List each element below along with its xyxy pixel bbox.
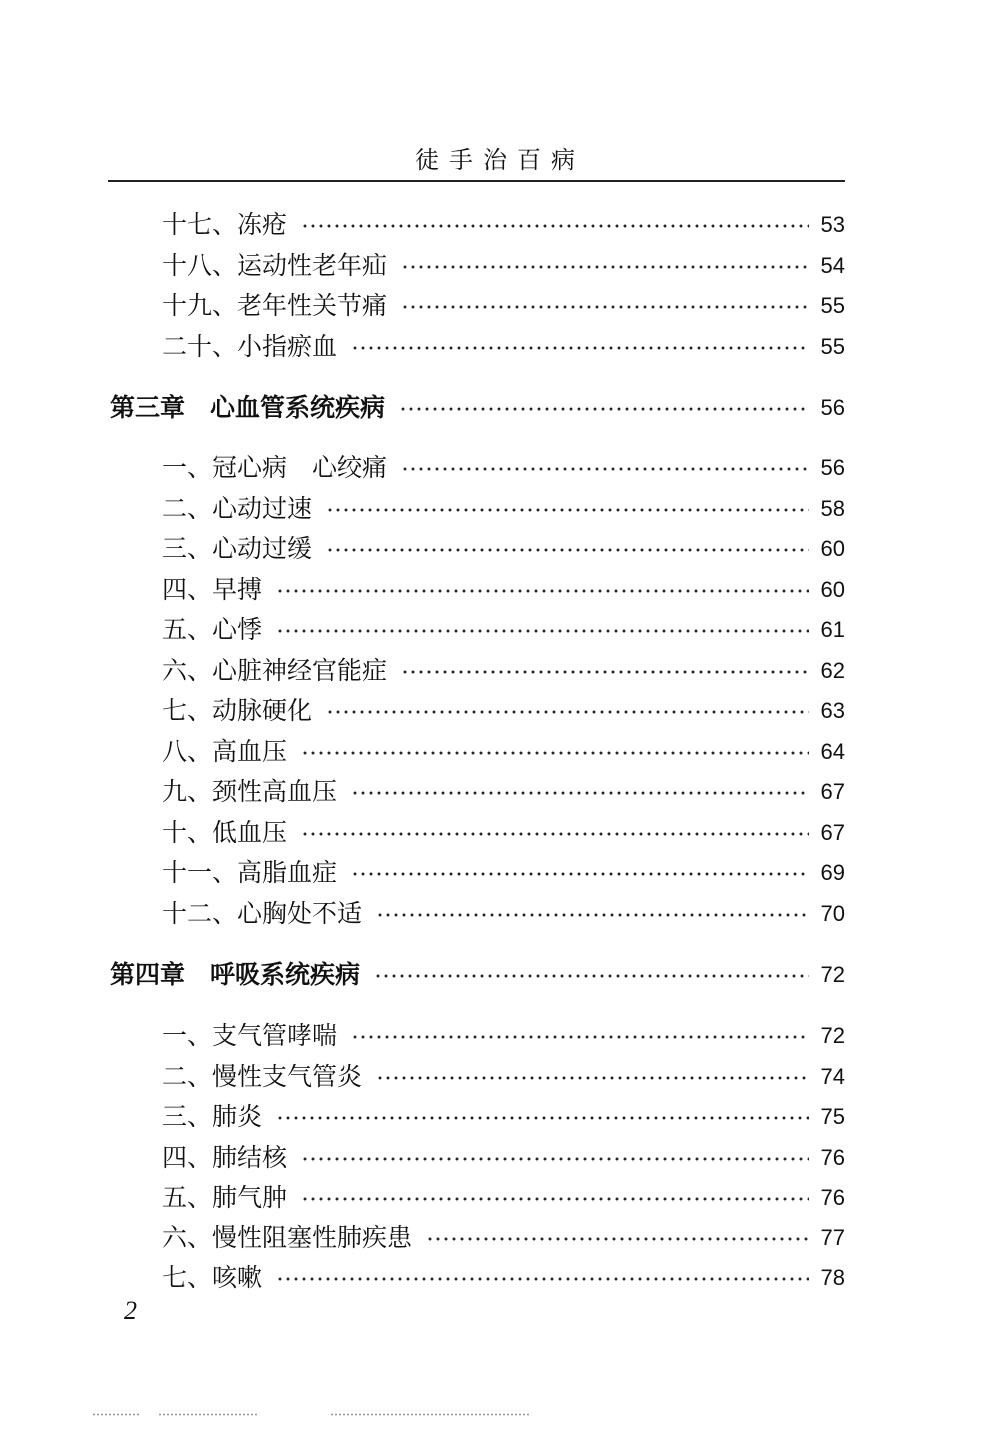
dot-leader [276, 629, 809, 633]
dot-leader [326, 548, 809, 552]
dot-leader [376, 913, 809, 917]
toc-chapter-title: 第三章 心血管系统疾病 [110, 393, 386, 422]
toc-entry-title: 一、支气管哮喘 [162, 1021, 338, 1050]
toc-entry[interactable] [162, 287, 845, 321]
toc-entry-page: 62 [820, 658, 845, 683]
toc-entry-title: 三、心动过缓 [162, 534, 313, 563]
toc-entry[interactable] [162, 1139, 845, 1173]
toc-entry-title: 三、肺炎 [162, 1102, 263, 1131]
toc-chapter-entry[interactable] [110, 389, 845, 423]
dot-leader [376, 1076, 809, 1080]
dot-leader [351, 346, 809, 350]
toc-entry[interactable] [162, 814, 845, 848]
toc-entry-title: 二十、小指瘀血 [162, 332, 338, 361]
toc-entry-page: 67 [820, 779, 845, 804]
toc-entry[interactable] [162, 1058, 845, 1092]
toc-entry-title: 十九、老年性关节痛 [162, 291, 388, 320]
toc-entry[interactable] [162, 1098, 845, 1132]
dot-leader [401, 670, 809, 674]
toc-entry-title: 五、肺气肿 [162, 1183, 288, 1212]
toc-entry[interactable] [162, 328, 845, 362]
toc-entry[interactable] [162, 1017, 845, 1051]
dot-leader [351, 872, 809, 876]
toc-entry[interactable] [162, 1179, 845, 1213]
toc-entry-page: 63 [820, 698, 845, 723]
toc-entry-page: 55 [820, 334, 845, 359]
toc-entry-title: 八、高血压 [162, 737, 288, 766]
toc-chapter-title: 第四章 呼吸系统疾病 [110, 960, 361, 989]
dot-leader [276, 589, 809, 593]
dot-leader [426, 1237, 809, 1241]
toc-entry[interactable] [162, 247, 845, 281]
toc-entry-title: 一、冠心病 心绞痛 [162, 453, 388, 482]
toc-entry-page: 75 [820, 1104, 845, 1129]
toc-entry[interactable] [162, 652, 845, 686]
running-header: 徒手治百病 [415, 146, 585, 174]
toc-entry[interactable] [162, 854, 845, 888]
toc-entry-title: 七、动脉硬化 [162, 696, 313, 725]
toc-entry-page: 72 [820, 1023, 845, 1048]
toc-entry-title: 十、低血压 [162, 818, 288, 847]
toc-entry-title: 七、咳嗽 [162, 1263, 263, 1292]
dot-leader [326, 710, 809, 714]
toc-entry[interactable] [162, 895, 845, 929]
dot-leader [326, 508, 809, 512]
toc-entry-page: 64 [820, 739, 845, 764]
toc-entry-page: 74 [820, 1064, 845, 1089]
scan-artifact [158, 1413, 258, 1416]
page-number: 2 [124, 1296, 137, 1325]
dot-leader [276, 1277, 809, 1281]
toc-entry-page: 77 [820, 1225, 845, 1250]
toc-entry-page: 67 [820, 820, 845, 845]
toc-entry-page: 54 [820, 253, 845, 278]
dot-leader [301, 751, 809, 755]
toc-entry-title: 二、慢性支气管炎 [162, 1062, 363, 1091]
dot-leader [401, 467, 809, 471]
toc-entry-page: 70 [820, 901, 845, 926]
toc-entry-page: 58 [820, 496, 845, 521]
toc-entry-page: 76 [820, 1145, 845, 1170]
scan-artifact [330, 1413, 530, 1416]
toc-entry-page: 56 [820, 455, 845, 480]
toc-entry[interactable] [162, 1219, 845, 1253]
toc-entry[interactable] [162, 733, 845, 767]
toc-entry[interactable] [162, 449, 845, 483]
toc-entry-page: 56 [820, 395, 845, 420]
toc-entry-title: 四、早搏 [162, 575, 263, 604]
dot-leader [301, 224, 809, 228]
dot-leader [351, 791, 809, 795]
toc-entry[interactable] [162, 611, 845, 645]
toc-entry-title: 五、心悸 [162, 615, 263, 644]
dot-leader [351, 1035, 809, 1039]
toc-entry[interactable] [162, 571, 845, 605]
toc-entry-title: 十二、心胸处不适 [162, 899, 363, 928]
toc-entry-title: 四、肺结核 [162, 1143, 288, 1172]
scan-artifact [92, 1413, 140, 1416]
dot-leader [301, 832, 809, 836]
dot-leader [276, 1116, 809, 1120]
toc-entry-title: 六、心脏神经官能症 [162, 656, 388, 685]
toc-entry[interactable] [162, 692, 845, 726]
toc-entry-page: 60 [820, 577, 845, 602]
toc-entry[interactable] [162, 1259, 845, 1293]
toc-entry[interactable] [162, 490, 845, 524]
toc-entry-title: 二、心动过速 [162, 494, 313, 523]
toc-entry-page: 53 [820, 212, 845, 237]
toc-entry[interactable] [162, 530, 845, 564]
toc-entry-title: 十八、运动性老年疝 [162, 251, 388, 280]
toc-entry-page: 60 [820, 536, 845, 561]
toc-entry-title: 六、慢性阻塞性肺疾患 [162, 1223, 413, 1252]
toc-entry-title: 九、颈性高血压 [162, 777, 338, 806]
toc-entry-page: 55 [820, 293, 845, 318]
dot-leader [401, 305, 809, 309]
dot-leader [374, 974, 809, 978]
toc-entry-page: 72 [820, 962, 845, 987]
toc-entry[interactable] [162, 773, 845, 807]
toc-entry-title: 十七、冻疮 [162, 210, 288, 239]
toc-entry-page: 78 [820, 1265, 845, 1290]
toc-entry-title: 十一、高脂血症 [162, 858, 338, 887]
dot-leader [301, 1157, 809, 1161]
toc-entry-page: 69 [820, 860, 845, 885]
header-rule [108, 180, 845, 182]
toc-entry-page: 61 [820, 617, 845, 642]
toc-entry[interactable] [162, 206, 845, 240]
dot-leader [399, 407, 809, 411]
dot-leader [401, 265, 809, 269]
toc-chapter-entry[interactable] [110, 956, 845, 990]
dot-leader [301, 1197, 809, 1201]
toc-entry-page: 76 [820, 1185, 845, 1210]
